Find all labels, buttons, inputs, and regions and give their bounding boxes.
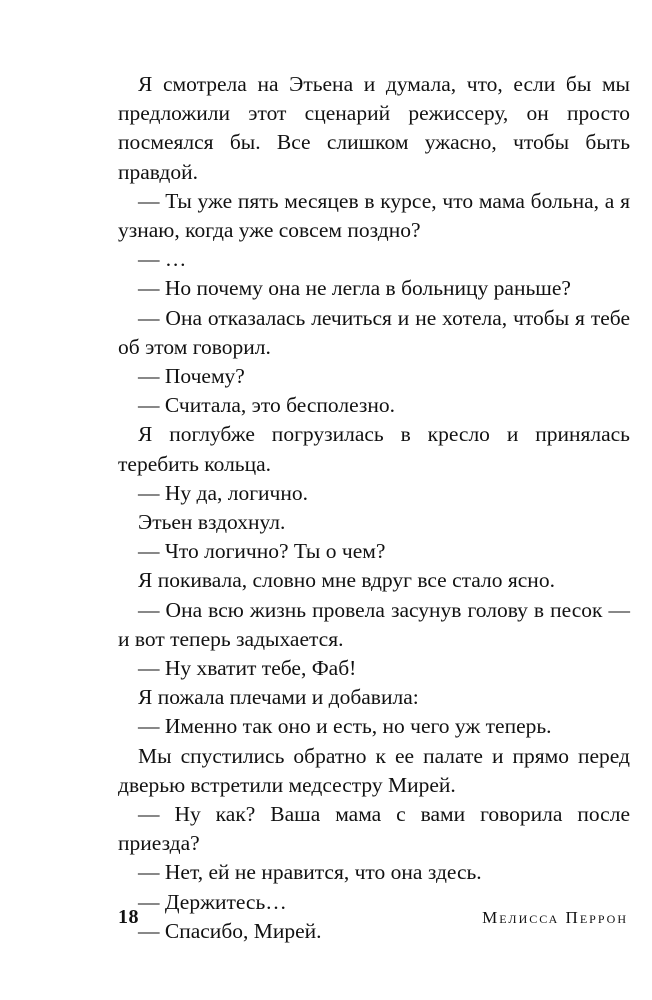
body-text bbox=[118, 70, 630, 946]
paragraph-14: — Ну хватит тебе, Фаб! bbox=[138, 656, 357, 681]
paragraph-12: Я покивала, словно мне вдруг все стало ясно. bbox=[138, 568, 555, 593]
paragraph-20: — Держитесь… bbox=[138, 889, 287, 914]
paragraph-4: — Но почему она не легла в больницу раньше? bbox=[138, 276, 571, 301]
paragraph-19: — Нет, ей не нравится, что она здесь. bbox=[138, 860, 482, 885]
paragraph-10: Этьен вздохнул. bbox=[138, 510, 286, 535]
paragraph-8: Я поглубже погрузилась в кресло и принялась теребить кольца. bbox=[118, 422, 630, 476]
paragraph-1: Я смотрела на Этьена и думала, что, если бы мы предложили этот сценарий режиссеру, он просто посмеялся бы. Все слишком ужасно, чтобы быть правдой. bbox=[118, 72, 630, 184]
paragraph-16: — Именно так оно и есть, но чего уж теперь. bbox=[138, 714, 552, 739]
page-number: 18 bbox=[118, 906, 139, 928]
paragraph-5: — Она отказалась лечиться и не хотела, чтобы я тебе об этом говорил. bbox=[118, 305, 630, 359]
running-footer-author: Мелисса Перрон bbox=[482, 908, 628, 927]
paragraph-18: — Ну как? Ваша мама с вами говорила после приезда? bbox=[118, 802, 630, 856]
paragraph-15: Я пожала плечами и добавила: bbox=[138, 685, 419, 710]
paragraph-17: Мы спустились обратно к ее палате и прямо перед дверью встретили медсестру Мирей. bbox=[118, 743, 630, 797]
paragraph-2: — Ты уже пять месяцев в курсе, что мама больна, а я узнаю, когда уже совсем поздно? bbox=[118, 188, 630, 243]
paragraph-11: — Что логично? Ты о чем? bbox=[138, 539, 386, 564]
paragraph-13: — Она всю жизнь провела засунув голову в песок — и вот теперь задыхается. bbox=[118, 597, 630, 651]
paragraph-7: — Считала, это бесполезно. bbox=[138, 393, 396, 418]
paragraph-21: — Спасибо, Мирей. bbox=[138, 918, 322, 943]
paragraph-9: — Ну да, логично. bbox=[138, 480, 309, 505]
paragraph-6: — Почему? bbox=[138, 364, 245, 389]
paragraph-3: — … bbox=[138, 247, 187, 272]
